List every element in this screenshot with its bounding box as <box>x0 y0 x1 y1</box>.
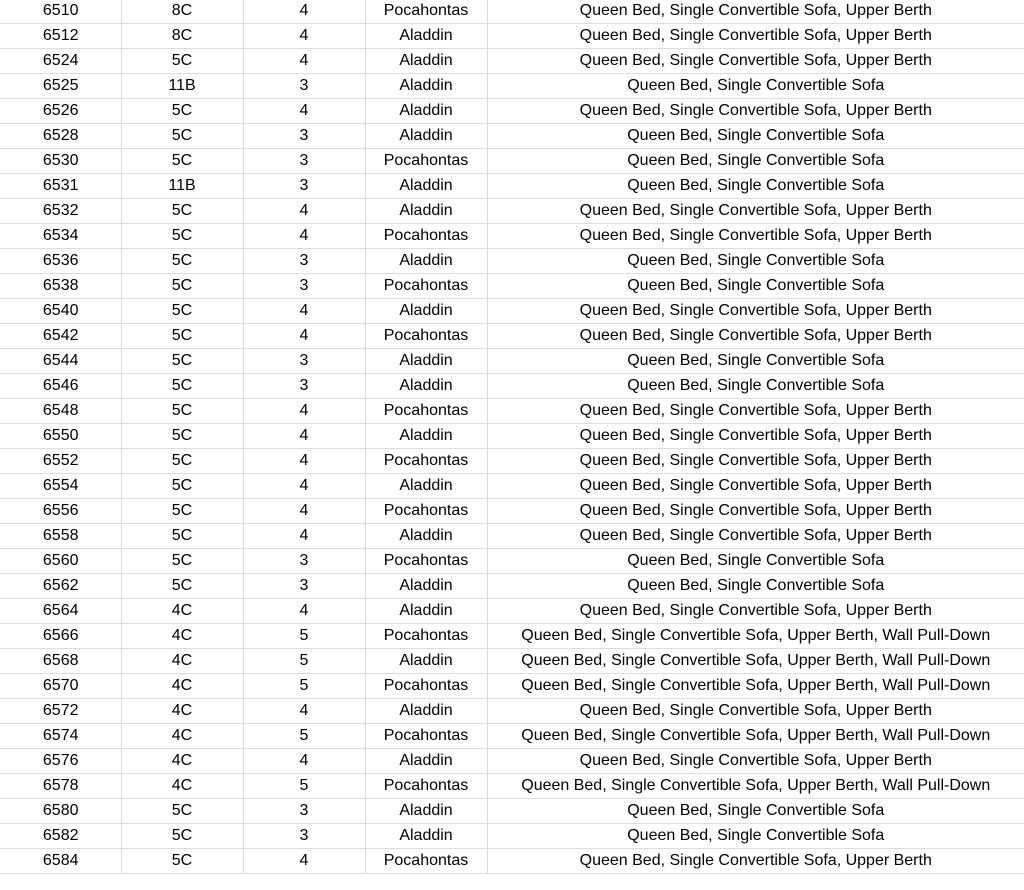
cell-occupancy[interactable]: 4 <box>243 524 365 549</box>
cell-stateroom[interactable]: 6552 <box>0 449 121 474</box>
table-row <box>0 824 1024 849</box>
cell-bedding[interactable]: Queen Bed, Single Convertible Sofa <box>487 249 1024 274</box>
cell-theme[interactable]: Aladdin <box>365 24 487 49</box>
table-row <box>0 849 1024 874</box>
cell-bedding[interactable]: Queen Bed, Single Convertible Sofa <box>487 349 1024 374</box>
cell-theme[interactable]: Aladdin <box>365 99 487 124</box>
cell-stateroom[interactable]: 6562 <box>0 574 121 599</box>
cell-bedding[interactable]: Queen Bed, Single Convertible Sofa, Upper Berth <box>487 699 1024 724</box>
table-row <box>0 524 1024 549</box>
cell-bedding[interactable]: Queen Bed, Single Convertible Sofa, Upper Berth <box>487 0 1024 24</box>
cell-occupancy[interactable]: 3 <box>243 549 365 574</box>
table-row <box>0 174 1024 199</box>
cell-occupancy[interactable]: 3 <box>243 124 365 149</box>
cell-category[interactable]: 5C <box>121 574 243 599</box>
cell-theme[interactable]: Pocahontas <box>365 399 487 424</box>
cell-stateroom[interactable]: 6578 <box>0 774 121 799</box>
cell-bedding[interactable]: Queen Bed, Single Convertible Sofa, Upper Berth, Wall Pull-Down <box>487 724 1024 749</box>
cell-bedding[interactable]: Queen Bed, Single Convertible Sofa <box>487 74 1024 99</box>
cell-stateroom[interactable]: 6550 <box>0 424 121 449</box>
cell-theme[interactable]: Pocahontas <box>365 849 487 874</box>
cell-category[interactable]: 11B <box>121 74 243 99</box>
cell-theme[interactable]: Pocahontas <box>365 274 487 299</box>
cell-stateroom[interactable]: 6534 <box>0 224 121 249</box>
cell-theme[interactable]: Aladdin <box>365 824 487 849</box>
cell-theme[interactable]: Aladdin <box>365 74 487 99</box>
cell-category[interactable]: 5C <box>121 324 243 349</box>
table-row <box>0 549 1024 574</box>
cell-category[interactable]: 8C <box>121 24 243 49</box>
table-row <box>0 149 1024 174</box>
cell-theme[interactable]: Aladdin <box>365 49 487 74</box>
table-row <box>0 499 1024 524</box>
table-row <box>0 299 1024 324</box>
cell-stateroom[interactable]: 6546 <box>0 374 121 399</box>
cell-bedding[interactable]: Queen Bed, Single Convertible Sofa, Upper Berth <box>487 599 1024 624</box>
cell-bedding[interactable]: Queen Bed, Single Convertible Sofa <box>487 799 1024 824</box>
cell-stateroom[interactable]: 6526 <box>0 99 121 124</box>
cell-bedding[interactable]: Queen Bed, Single Convertible Sofa <box>487 374 1024 399</box>
table-row <box>0 799 1024 824</box>
cell-category[interactable]: 5C <box>121 499 243 524</box>
cell-bedding[interactable]: Queen Bed, Single Convertible Sofa, Upper Berth, Wall Pull-Down <box>487 674 1024 699</box>
cell-category[interactable]: 5C <box>121 299 243 324</box>
cell-occupancy[interactable]: 3 <box>243 74 365 99</box>
cell-category[interactable]: 4C <box>121 599 243 624</box>
cell-bedding[interactable]: Queen Bed, Single Convertible Sofa, Upper Berth <box>487 474 1024 499</box>
table-row <box>0 399 1024 424</box>
cell-stateroom[interactable]: 6574 <box>0 724 121 749</box>
cell-occupancy[interactable]: 3 <box>243 824 365 849</box>
cell-occupancy[interactable]: 4 <box>243 49 365 74</box>
cell-category[interactable]: 5C <box>121 474 243 499</box>
cell-bedding[interactable]: Queen Bed, Single Convertible Sofa, Upper Berth, Wall Pull-Down <box>487 774 1024 799</box>
cell-category[interactable]: 5C <box>121 49 243 74</box>
cell-stateroom[interactable]: 6544 <box>0 349 121 374</box>
cell-theme[interactable]: Pocahontas <box>365 549 487 574</box>
table-row <box>0 474 1024 499</box>
table-row <box>0 274 1024 299</box>
cell-category[interactable]: 5C <box>121 99 243 124</box>
cell-bedding[interactable]: Queen Bed, Single Convertible Sofa, Upper Berth <box>487 224 1024 249</box>
cell-stateroom[interactable]: 6530 <box>0 149 121 174</box>
cell-category[interactable]: 4C <box>121 649 243 674</box>
cell-theme[interactable]: Aladdin <box>365 474 487 499</box>
cell-occupancy[interactable]: 3 <box>243 274 365 299</box>
cell-bedding[interactable]: Queen Bed, Single Convertible Sofa, Upper Berth <box>487 849 1024 874</box>
cell-stateroom[interactable]: 6548 <box>0 399 121 424</box>
cell-bedding[interactable]: Queen Bed, Single Convertible Sofa, Upper Berth, Wall Pull-Down <box>487 624 1024 649</box>
cell-bedding[interactable]: Queen Bed, Single Convertible Sofa, Upper Berth <box>487 324 1024 349</box>
cell-theme[interactable]: Pocahontas <box>365 449 487 474</box>
table-row <box>0 199 1024 224</box>
cell-occupancy[interactable]: 4 <box>243 224 365 249</box>
cell-theme[interactable]: Aladdin <box>365 599 487 624</box>
cell-bedding[interactable]: Queen Bed, Single Convertible Sofa, Upper Berth <box>487 199 1024 224</box>
cell-category[interactable]: 4C <box>121 749 243 774</box>
cell-stateroom[interactable]: 6538 <box>0 274 121 299</box>
cell-stateroom[interactable]: 6576 <box>0 749 121 774</box>
cell-bedding[interactable]: Queen Bed, Single Convertible Sofa <box>487 824 1024 849</box>
cell-category[interactable]: 5C <box>121 199 243 224</box>
cell-theme[interactable]: Pocahontas <box>365 774 487 799</box>
table-row <box>0 0 1024 24</box>
cell-occupancy[interactable]: 3 <box>243 149 365 174</box>
cell-theme[interactable]: Aladdin <box>365 574 487 599</box>
cell-stateroom[interactable]: 6532 <box>0 199 121 224</box>
cell-occupancy[interactable]: 3 <box>243 174 365 199</box>
table-row <box>0 599 1024 624</box>
cell-stateroom[interactable]: 6564 <box>0 599 121 624</box>
cell-stateroom[interactable]: 6560 <box>0 549 121 574</box>
cell-bedding[interactable]: Queen Bed, Single Convertible Sofa, Upper Berth <box>487 399 1024 424</box>
cell-occupancy[interactable]: 4 <box>243 749 365 774</box>
cell-category[interactable]: 5C <box>121 274 243 299</box>
cell-bedding[interactable]: Queen Bed, Single Convertible Sofa, Upper Berth <box>487 749 1024 774</box>
cell-category[interactable]: 5C <box>121 224 243 249</box>
cell-bedding[interactable]: Queen Bed, Single Convertible Sofa, Upper Berth <box>487 49 1024 74</box>
cell-category[interactable]: 5C <box>121 124 243 149</box>
cell-occupancy[interactable]: 4 <box>243 449 365 474</box>
cell-theme[interactable]: Aladdin <box>365 299 487 324</box>
table-row <box>0 324 1024 349</box>
cell-theme[interactable]: Pocahontas <box>365 224 487 249</box>
cell-theme[interactable]: Aladdin <box>365 124 487 149</box>
cell-theme[interactable]: Aladdin <box>365 649 487 674</box>
cell-bedding[interactable]: Queen Bed, Single Convertible Sofa <box>487 549 1024 574</box>
cell-theme[interactable]: Aladdin <box>365 174 487 199</box>
table-row <box>0 224 1024 249</box>
cell-category[interactable]: 4C <box>121 674 243 699</box>
cell-category[interactable]: 5C <box>121 549 243 574</box>
table-row <box>0 774 1024 799</box>
cell-occupancy[interactable]: 4 <box>243 299 365 324</box>
table-row <box>0 649 1024 674</box>
cell-stateroom[interactable]: 6536 <box>0 249 121 274</box>
cell-theme[interactable]: Aladdin <box>365 424 487 449</box>
table-row <box>0 374 1024 399</box>
cell-stateroom[interactable]: 6582 <box>0 824 121 849</box>
cell-theme[interactable]: Aladdin <box>365 799 487 824</box>
cell-stateroom[interactable]: 6531 <box>0 174 121 199</box>
cell-theme[interactable]: Pocahontas <box>365 149 487 174</box>
cell-stateroom[interactable]: 6512 <box>0 24 121 49</box>
cell-category[interactable]: 5C <box>121 449 243 474</box>
cell-occupancy[interactable]: 3 <box>243 349 365 374</box>
cell-occupancy[interactable]: 3 <box>243 799 365 824</box>
cell-bedding[interactable]: Queen Bed, Single Convertible Sofa, Upper Berth <box>487 99 1024 124</box>
cell-theme[interactable]: Aladdin <box>365 249 487 274</box>
cell-occupancy[interactable]: 5 <box>243 774 365 799</box>
cell-theme[interactable]: Pocahontas <box>365 499 487 524</box>
cell-category[interactable]: 5C <box>121 374 243 399</box>
cell-occupancy[interactable]: 4 <box>243 24 365 49</box>
cell-bedding[interactable]: Queen Bed, Single Convertible Sofa <box>487 174 1024 199</box>
cell-category[interactable]: 5C <box>121 249 243 274</box>
cell-theme[interactable]: Aladdin <box>365 699 487 724</box>
cell-bedding[interactable]: Queen Bed, Single Convertible Sofa <box>487 274 1024 299</box>
cell-stateroom[interactable]: 6566 <box>0 624 121 649</box>
cell-stateroom[interactable]: 6556 <box>0 499 121 524</box>
cell-theme[interactable]: Aladdin <box>365 349 487 374</box>
table-row <box>0 49 1024 74</box>
cell-category[interactable]: 5C <box>121 824 243 849</box>
cell-category[interactable]: 5C <box>121 149 243 174</box>
cell-stateroom[interactable]: 6540 <box>0 299 121 324</box>
table-row <box>0 24 1024 49</box>
cell-bedding[interactable]: Queen Bed, Single Convertible Sofa <box>487 124 1024 149</box>
table-row <box>0 699 1024 724</box>
table-row <box>0 424 1024 449</box>
cell-category[interactable]: 5C <box>121 799 243 824</box>
cell-occupancy[interactable]: 4 <box>243 424 365 449</box>
cell-category[interactable]: 5C <box>121 524 243 549</box>
cell-stateroom[interactable]: 6572 <box>0 699 121 724</box>
cell-occupancy[interactable]: 4 <box>243 99 365 124</box>
cell-category[interactable]: 5C <box>121 349 243 374</box>
table-row <box>0 249 1024 274</box>
cell-bedding[interactable]: Queen Bed, Single Convertible Sofa, Upper Berth <box>487 299 1024 324</box>
table-row <box>0 574 1024 599</box>
cell-occupancy[interactable]: 5 <box>243 674 365 699</box>
cell-category[interactable]: 4C <box>121 699 243 724</box>
cell-occupancy[interactable]: 3 <box>243 574 365 599</box>
cell-theme[interactable]: Aladdin <box>365 749 487 774</box>
cell-bedding[interactable]: Queen Bed, Single Convertible Sofa <box>487 574 1024 599</box>
cell-occupancy[interactable]: 5 <box>243 649 365 674</box>
cell-occupancy[interactable]: 5 <box>243 624 365 649</box>
cell-category[interactable]: 4C <box>121 774 243 799</box>
cell-bedding[interactable]: Queen Bed, Single Convertible Sofa <box>487 149 1024 174</box>
cell-category[interactable]: 8C <box>121 0 243 24</box>
cell-stateroom[interactable]: 6558 <box>0 524 121 549</box>
cell-category[interactable]: 4C <box>121 724 243 749</box>
cell-stateroom[interactable]: 6510 <box>0 0 121 24</box>
cell-occupancy[interactable]: 4 <box>243 499 365 524</box>
table-row <box>0 674 1024 699</box>
cell-bedding[interactable]: Queen Bed, Single Convertible Sofa, Upper Berth <box>487 524 1024 549</box>
cell-theme[interactable]: Aladdin <box>365 374 487 399</box>
cell-bedding[interactable]: Queen Bed, Single Convertible Sofa, Upper Berth <box>487 499 1024 524</box>
cell-bedding[interactable]: Queen Bed, Single Convertible Sofa, Upper Berth <box>487 449 1024 474</box>
cell-stateroom[interactable]: 6542 <box>0 324 121 349</box>
table-row <box>0 74 1024 99</box>
cell-stateroom[interactable]: 6525 <box>0 74 121 99</box>
cell-theme[interactable]: Pocahontas <box>365 674 487 699</box>
cell-stateroom[interactable]: 6524 <box>0 49 121 74</box>
cell-occupancy[interactable]: 4 <box>243 849 365 874</box>
cell-category[interactable]: 5C <box>121 399 243 424</box>
cell-stateroom[interactable]: 6580 <box>0 799 121 824</box>
cell-theme[interactable]: Pocahontas <box>365 624 487 649</box>
cell-theme[interactable]: Aladdin <box>365 524 487 549</box>
cell-stateroom[interactable]: 6584 <box>0 849 121 874</box>
cell-occupancy[interactable]: 4 <box>243 699 365 724</box>
cell-theme[interactable]: Aladdin <box>365 199 487 224</box>
cell-theme[interactable]: Pocahontas <box>365 724 487 749</box>
table-row <box>0 349 1024 374</box>
cell-bedding[interactable]: Queen Bed, Single Convertible Sofa, Upper Berth <box>487 24 1024 49</box>
cell-bedding[interactable]: Queen Bed, Single Convertible Sofa, Upper Berth <box>487 424 1024 449</box>
table-row <box>0 449 1024 474</box>
cell-stateroom[interactable]: 6554 <box>0 474 121 499</box>
cell-occupancy[interactable]: 4 <box>243 474 365 499</box>
cell-occupancy[interactable]: 4 <box>243 399 365 424</box>
table-row <box>0 124 1024 149</box>
table-row <box>0 724 1024 749</box>
cell-bedding[interactable]: Queen Bed, Single Convertible Sofa, Upper Berth, Wall Pull-Down <box>487 649 1024 674</box>
cell-theme[interactable]: Pocahontas <box>365 324 487 349</box>
cell-occupancy[interactable]: 4 <box>243 599 365 624</box>
cell-stateroom[interactable]: 6570 <box>0 674 121 699</box>
cell-theme[interactable]: Pocahontas <box>365 0 487 24</box>
cell-category[interactable]: 5C <box>121 424 243 449</box>
cell-occupancy[interactable]: 3 <box>243 374 365 399</box>
cell-occupancy[interactable]: 4 <box>243 324 365 349</box>
cell-occupancy[interactable]: 5 <box>243 724 365 749</box>
cell-stateroom[interactable]: 6528 <box>0 124 121 149</box>
cell-category[interactable]: 5C <box>121 849 243 874</box>
table-row <box>0 624 1024 649</box>
table-row <box>0 749 1024 774</box>
cell-category[interactable]: 11B <box>121 174 243 199</box>
cell-occupancy[interactable]: 4 <box>243 199 365 224</box>
cell-occupancy[interactable]: 4 <box>243 0 365 24</box>
table-row <box>0 99 1024 124</box>
cell-category[interactable]: 4C <box>121 624 243 649</box>
cell-stateroom[interactable]: 6568 <box>0 649 121 674</box>
cell-occupancy[interactable]: 3 <box>243 249 365 274</box>
